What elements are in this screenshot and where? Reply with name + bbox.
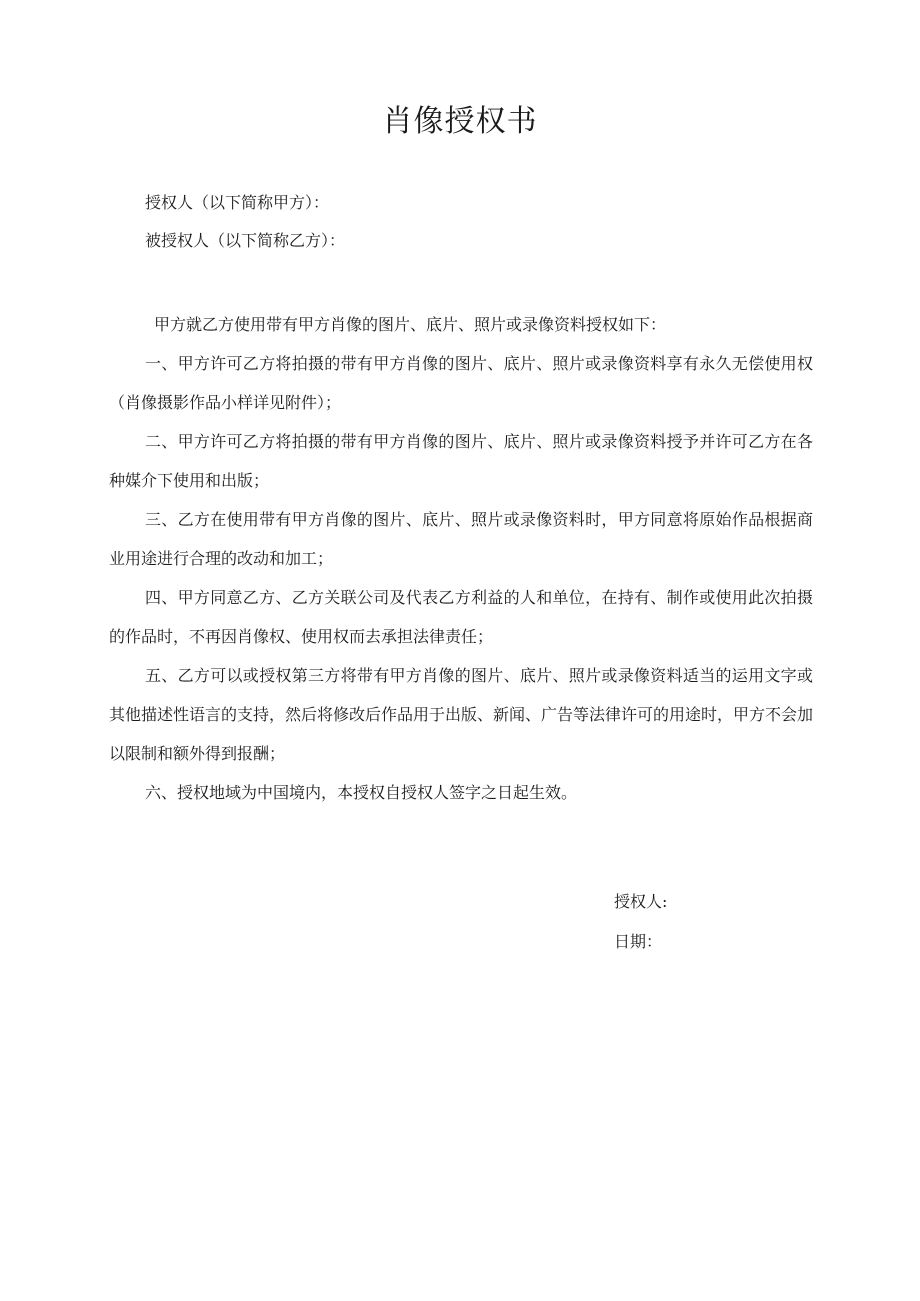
- intro-paragraph: 甲方就乙方使用带有甲方肖像的图片、底片、照片或录像资料授权如下：: [154, 315, 667, 334]
- authorized-line: 被授权人（以下简称乙方）：: [145, 231, 346, 250]
- authorizer-line: 授权人（以下简称甲方）：: [145, 193, 330, 212]
- clause-1: 一、甲方许可乙方将拍摄的带有甲方肖像的图片、底片、照片或录像资料享有永久无偿使用权（肖像摄影作品小样详见附件）；: [109, 354, 813, 412]
- clause-5: 五、乙方可以或授权第三方将带有甲方肖像的图片、底片、照片或录像资料适当的运用文字或其他描述性语言的支持，然后将修改后作品用于出版、新闻、广告等法律许可的用途时，甲方不会加以限制和额外得到报酬；: [109, 666, 814, 763]
- clause-4: 四、甲方同意乙方、乙方关联公司及代表乙方利益的人和单位，在持有、制作或使用此次拍摄的作品时，不再因肖像权、使用权而去承担法律责任；: [109, 588, 813, 646]
- clause-2: 二、甲方许可乙方将拍摄的带有甲方肖像的图片、底片、照片或录像资料授予并许可乙方在各种媒介下使用和出版；: [109, 432, 813, 490]
- document-body: [109, 305, 813, 812]
- signature-name-label: 授权人:: [614, 892, 668, 911]
- document-title: 肖像授权书: [382, 104, 538, 139]
- clause-6: 六、授权地域为中国境内，本授权自授权人签字之日起生效。: [145, 783, 578, 802]
- signature-date-label: 日期：: [614, 932, 663, 951]
- clause-3: 三、乙方在使用带有甲方肖像的图片、底片、照片或录像资料时，甲方同意将原始作品根据商业用途进行合理的改动和加工；: [109, 510, 813, 568]
